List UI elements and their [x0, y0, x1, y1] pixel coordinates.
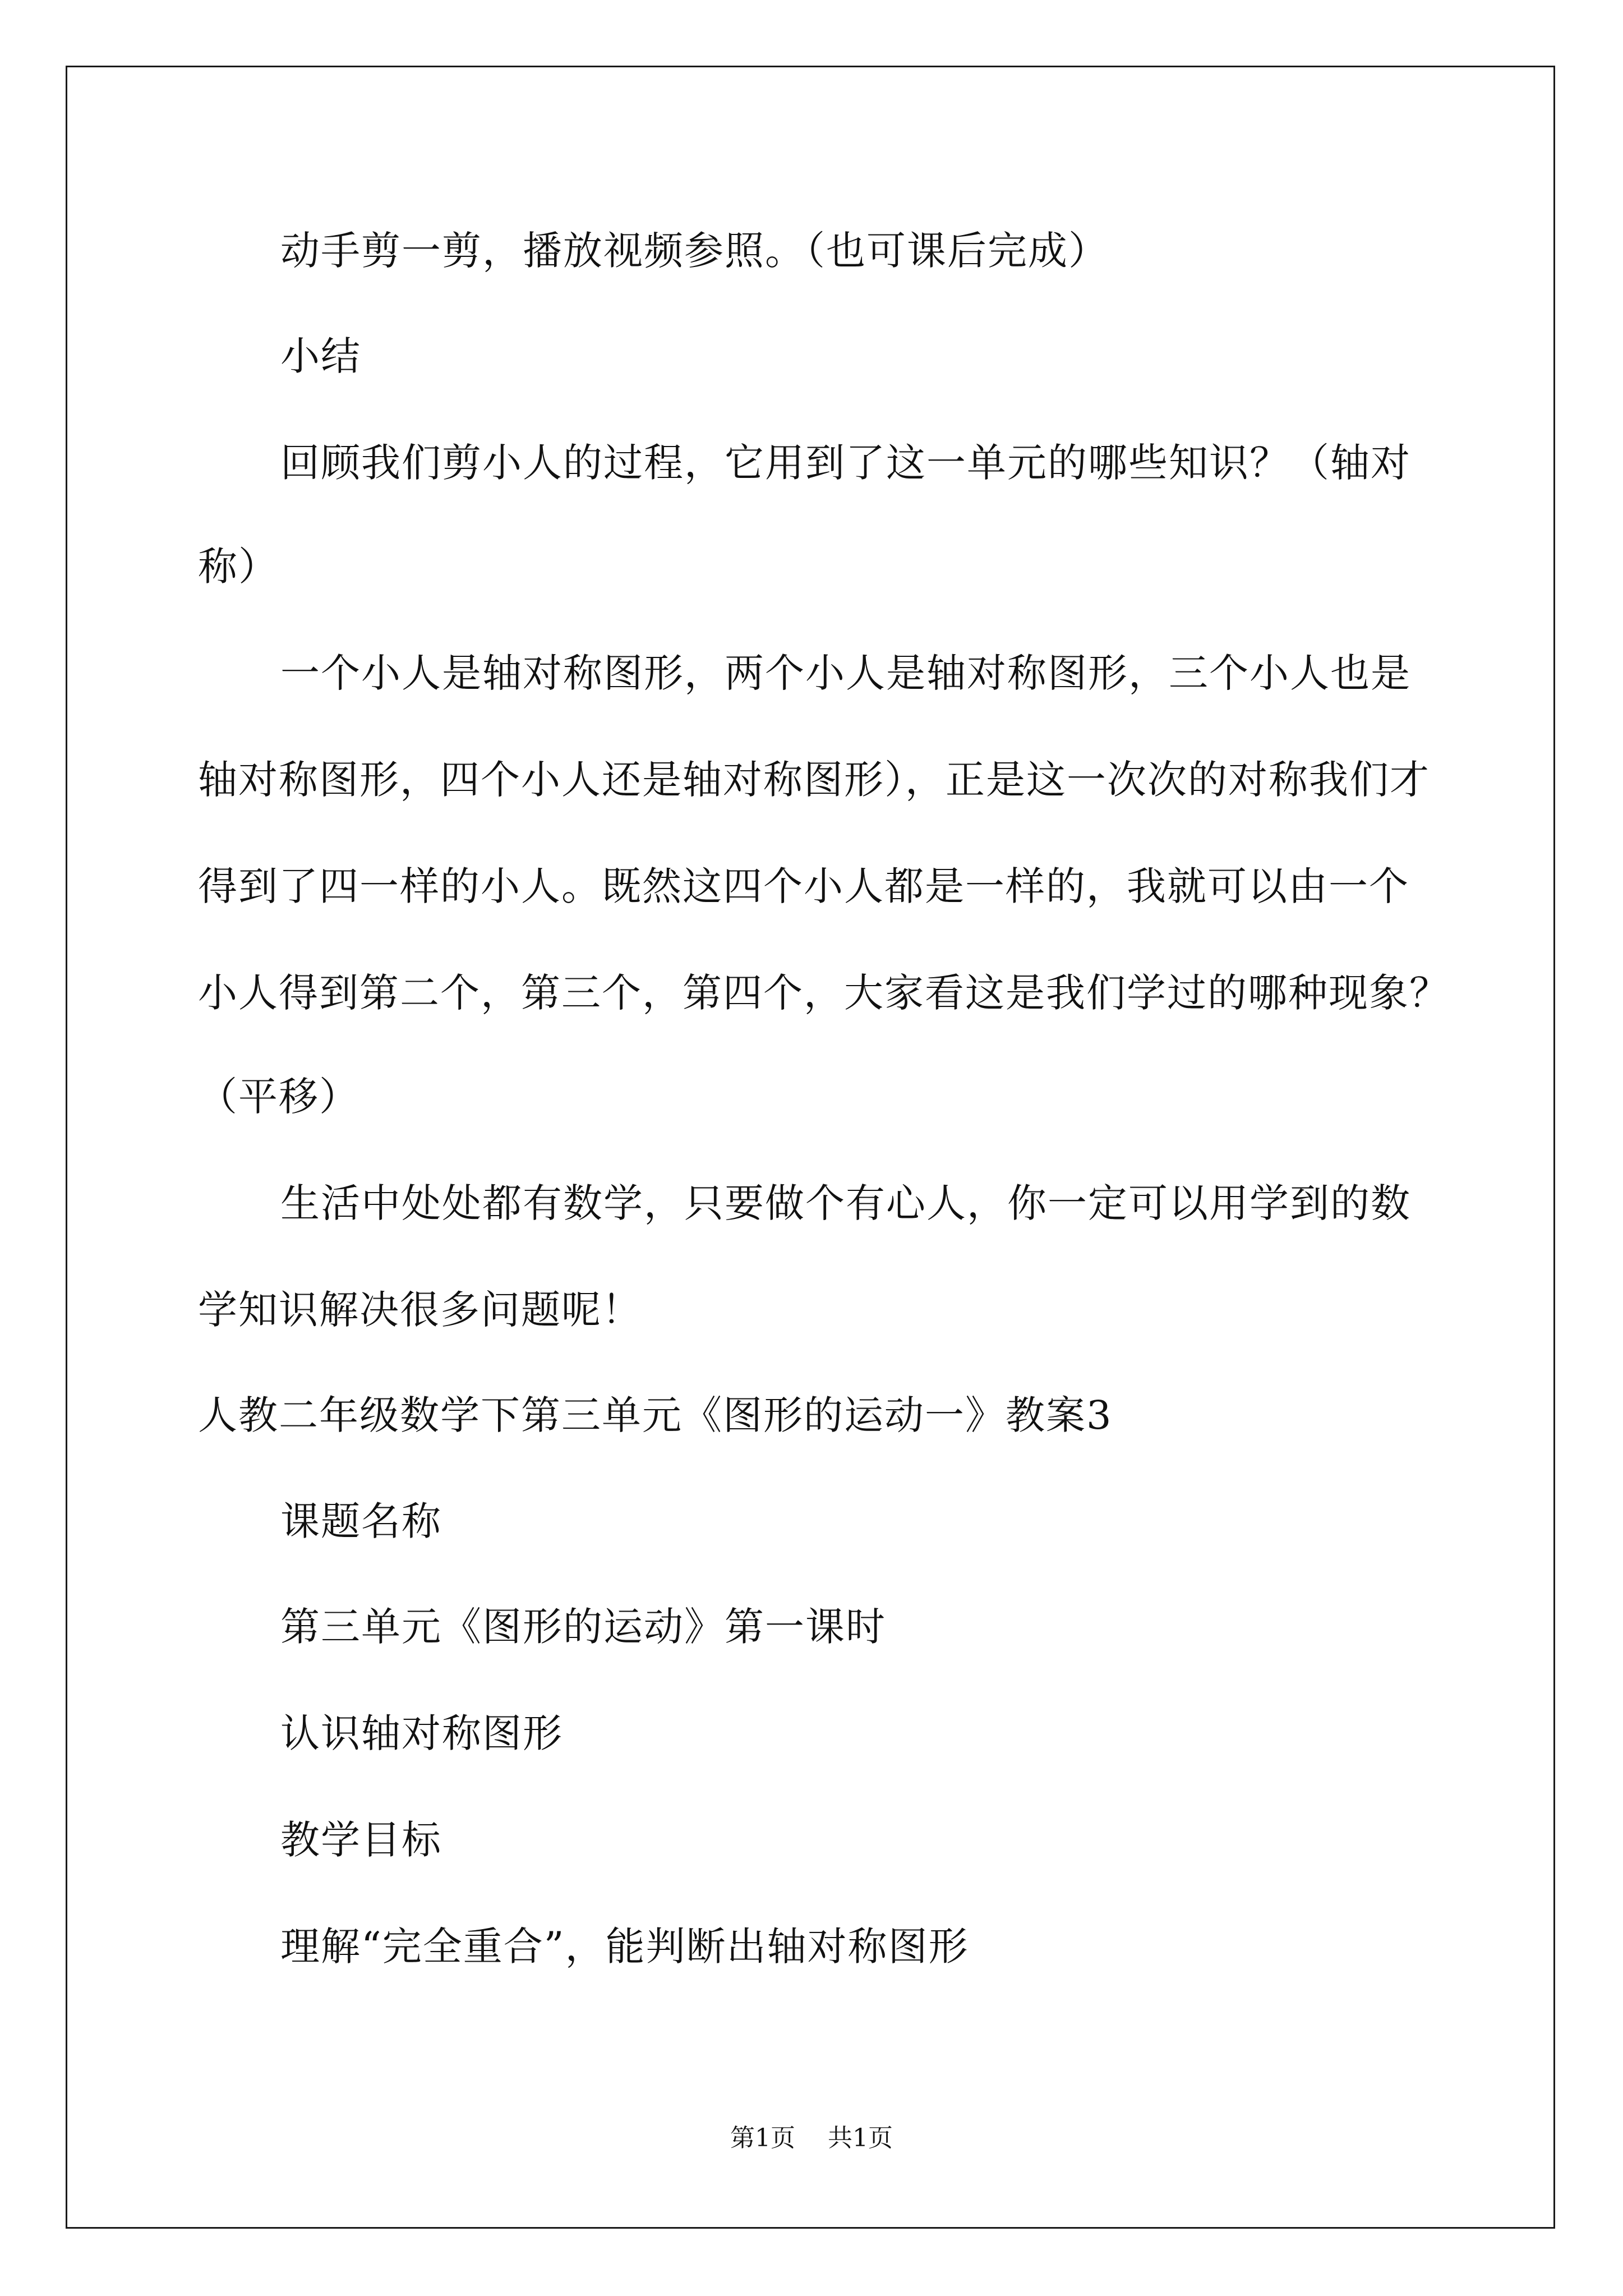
text-line-2: 小结	[280, 333, 361, 379]
text-line-10: 生活中处处都有数学，只要做个有心人，你一定可以用学到的数	[280, 1180, 1411, 1226]
page-border	[66, 66, 1555, 2229]
text-line-17: 理解“完全重合”，能判断出轴对称图形	[280, 1924, 969, 1970]
text-line-14: 第三单元《图形的运动》第一课时	[280, 1604, 886, 1650]
section-heading: 人教二年级数学下第三单元《图形的运动一》教案3	[198, 1392, 1113, 1438]
text-line-4: 称）	[198, 544, 279, 590]
text-line-1: 动手剪一剪，播放视频参照。（也可课后完成）	[280, 228, 1109, 274]
text-line-8: 小人得到第二个，第三个，第四个，大家看这是我们学过的哪种现象？	[198, 970, 1450, 1016]
text-line-6: 轴对称图形，四个小人还是轴对称图形），正是这一次次的对称我们才	[198, 757, 1430, 803]
page-footer	[0, 2126, 1623, 2151]
page-number: 第1页	[730, 2124, 795, 2152]
text-line-11: 学知识解决很多问题呢！	[198, 1287, 642, 1333]
text-line-5: 一个小人是轴对称图形，两个小人是轴对称图形，三个小人也是	[280, 650, 1411, 696]
text-line-16: 教学目标	[280, 1817, 442, 1863]
text-line-3: 回顾我们剪小人的过程，它用到了这一单元的哪些知识？（轴对	[280, 440, 1411, 486]
text-line-7: 得到了四一样的小人。既然这四个小人都是一样的，我就可以由一个	[198, 863, 1409, 909]
text-line-15: 认识轴对称图形	[280, 1710, 563, 1756]
text-line-13: 课题名称	[280, 1498, 442, 1544]
page-total: 共1页	[828, 2124, 893, 2152]
text-line-9: （平移）	[198, 1074, 359, 1120]
